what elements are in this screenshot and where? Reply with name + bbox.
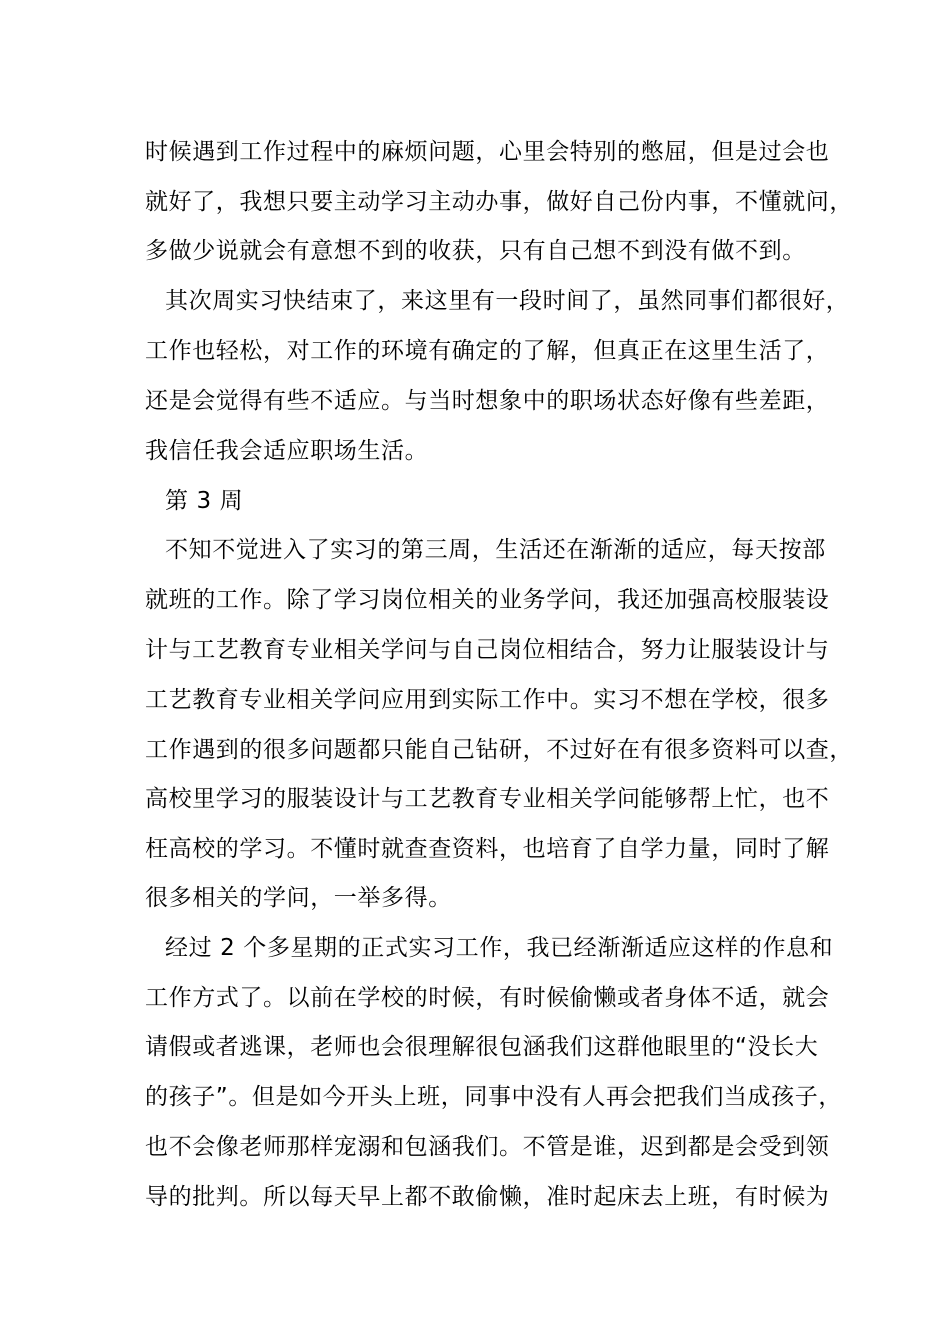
text-line: 枉高校的学习。不懂时就查查资料，也培育了自学力量，同时了解 — [145, 836, 830, 862]
text-line: 还是会觉得有些不适应。与当时想象中的职场状态好像有些差距， — [145, 388, 830, 414]
paragraph-first-line: 不知不觉进入了实习的第三周，生活还在渐渐的适应，每天按部 — [165, 537, 826, 563]
text-line: 工作遇到的很多问题都只能自己钻研，不过好在有很多资料可以查， — [145, 737, 853, 763]
text-line: 计与工艺教育专业相关学问与自己岗位相结合，努力让服装设计与 — [145, 637, 830, 663]
text-line: 高校里学习的服装设计与工艺教育专业相关学问能够帮上忙，也不 — [145, 786, 830, 812]
text-line: 也不会像老师那样宠溺和包涵我们。不管是谁，迟到都是会受到领 — [145, 1134, 830, 1160]
section-heading: 第 3 周 — [165, 488, 244, 514]
text-line: 工艺教育专业相关学问应用到实际工作中。实习不想在学校，很多 — [145, 687, 830, 713]
paragraph-first-line: 经过 2 个多星期的正式实习工作，我已经渐渐适应这样的作息和 — [165, 935, 834, 961]
text-line: 我信任我会适应职场生活。 — [145, 438, 429, 464]
text-line: 就班的工作。除了学习岗位相关的业务学问，我还加强高校服装设 — [145, 587, 830, 613]
text-line: 很多相关的学问，一举多得。 — [145, 885, 452, 911]
text-line: 就好了，我想只要主动学习主动办事，做好自己份内事，不懂就问， — [145, 189, 853, 215]
text-line: 导的批判。所以每天早上都不敢偷懒，准时起床去上班，有时候为 — [145, 1184, 830, 1210]
paragraph-first-line: 其次周实习快结束了，来这里有一段时间了，虽然同事们都很好， — [165, 288, 850, 314]
text-line: 工作方式了。以前在学校的时候，有时候偷懒或者身体不适，就会 — [145, 985, 830, 1011]
text-line: 请假或者逃课，老师也会很理解很包涵我们这群他眼里的“没长大 — [145, 1034, 819, 1060]
text-line: 工作也轻松，对工作的环境有确定的了解，但真正在这里生活了， — [145, 338, 830, 364]
text-line: 的孩子”。但是如今开头上班，同事中没有人再会把我们当成孩子， — [145, 1084, 842, 1110]
text-line: 时候遇到工作过程中的麻烦问题，心里会特别的憋屈，但是过会也 — [145, 139, 830, 165]
text-line: 多做少说就会有意想不到的收获，只有自己想不到没有做不到。 — [145, 238, 806, 264]
